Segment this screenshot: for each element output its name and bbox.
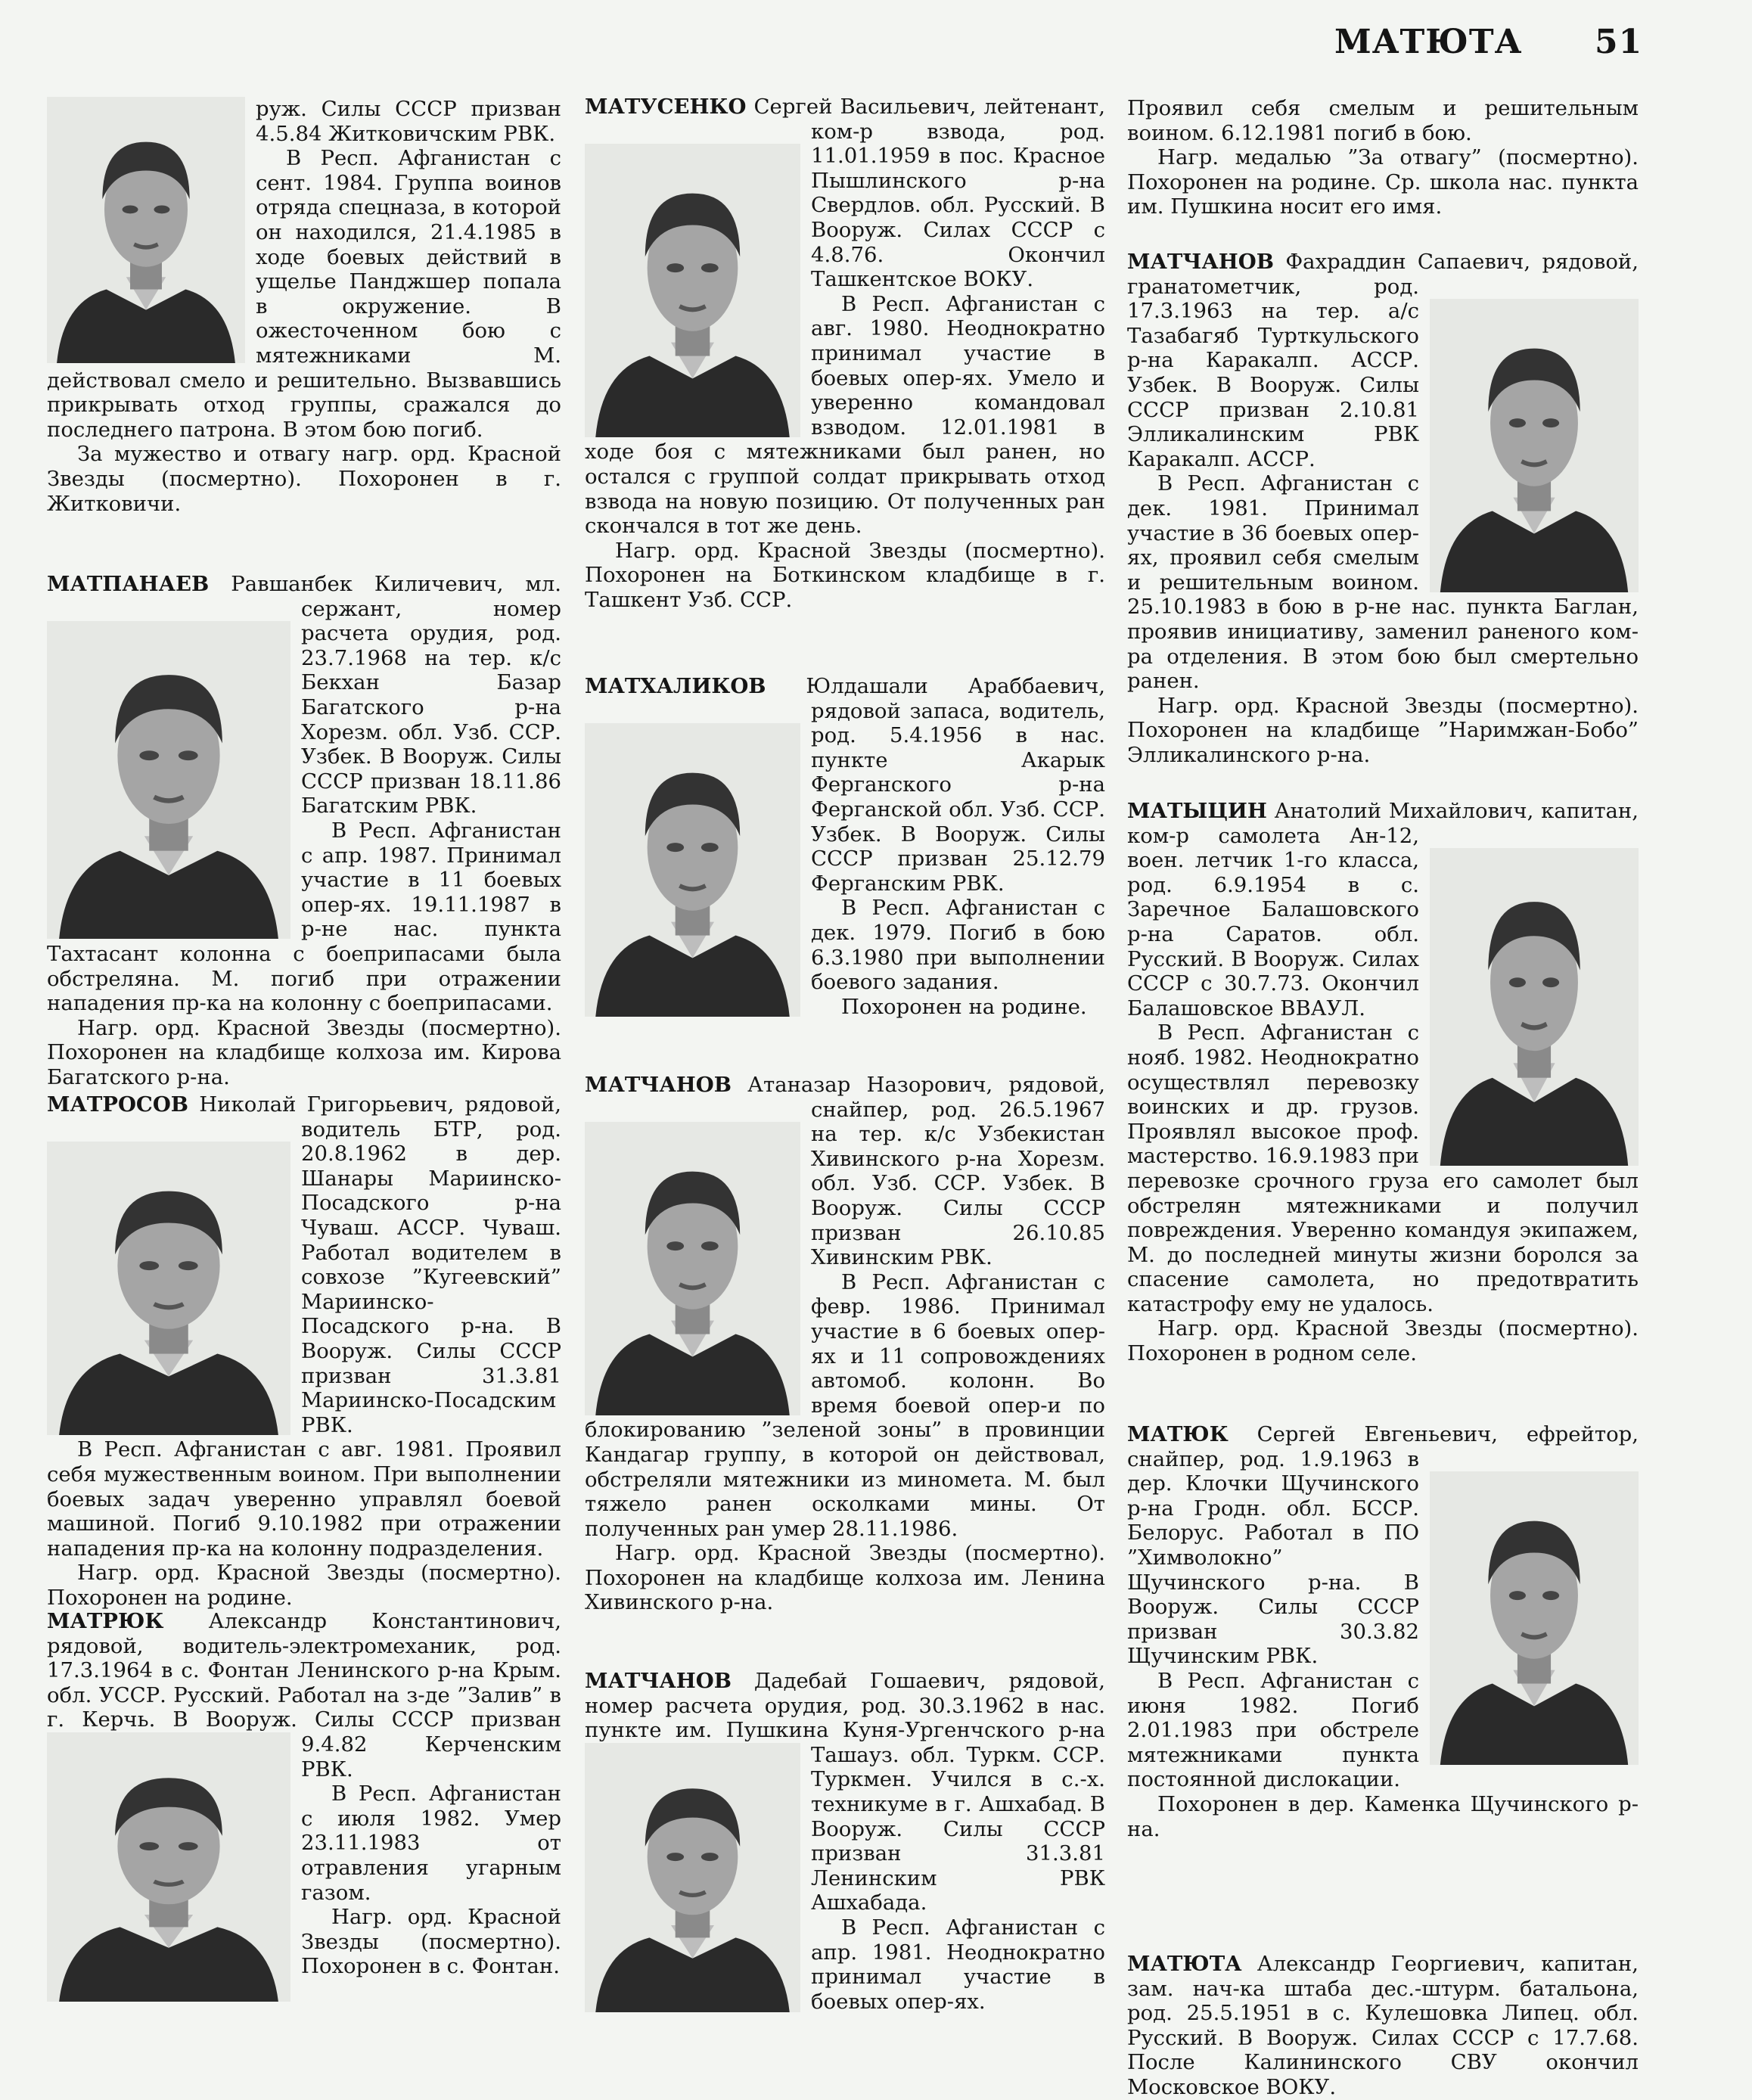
portrait-photo	[585, 1743, 800, 2012]
portrait-image	[585, 144, 800, 437]
portrait-photo	[47, 621, 290, 939]
running-head: МАТЮТА	[1334, 23, 1523, 61]
surname: МАТЧАНОВ	[585, 1073, 732, 1097]
paragraph: В Респ. Афганистан с дек. 1979. Погиб в бою 6.3.1980 при выполнении боевого задания.	[811, 896, 1105, 995]
paragraph: Нагр. орд. Красной Звезды (посмертно). Похоронен на кладбище ”Наримжан-Бобо” Элликалинского р-на.	[1127, 693, 1639, 767]
surname: МАТЧАНОВ	[1127, 250, 1274, 274]
bio-intro: Юлдашали Араббаевич, рядовой запаса, водитель, род. 5.4.1956 в нас. пункте Акарык Ферганского р-на Ферганской обл. Узб. ССР. Узбек. В Вооруж. Силы СССР призван 25.12.79 Ферганским РВК.	[766, 674, 1105, 896]
surname: МАТЮК	[1127, 1422, 1229, 1446]
bio-intro: Атаназар Назорович, рядовой, снайпер, род. 26.5.1967 на тер. к/с Узбекистан Хивинского р-на Хорезм. обл. Узб. ССР. Узбек. В Вооруж. Силы СССР призван 26.10.85 Хивинским РВК.	[732, 1073, 1105, 1270]
surname: МАТХАЛИКОВ	[585, 674, 766, 698]
entry-matrosov	[47, 1092, 561, 1610]
bio-intro: Николай Григорьевич, рядовой, водитель БТР, род. 20.8.1962 в дер. Шанары Мариинско-Посадского р-на Чуваш. АССР. Чуваш. Работал водителем в совхозе ”Кугеевский” Мариинско-Посадского р-на. В Вооруж. Силы СССР призван 31.3.81 Мариинско-Посадским РВК.	[188, 1092, 561, 1437]
paragraph: В Респ. Афганистан с июня 1982. Погиб 2.01.1983 при обстреле мятежниками пункта постоянной дислокации.	[1127, 1668, 1419, 1792]
bio-intro: Александр Георгиевич, капитан, зам. нач-ка штаба дес.-штурм. батальона, род. 25.5.1951 в с. Кулешовка Липец. обл. Русский. В Вооруж. Силах СССР с 17.7.68. После Калининского СВУ окончил Московское ВОКУ.	[1127, 1952, 1639, 2099]
bio-intro: Александр Константинович, рядовой, водитель-электромеханик, род. 17.3.1964 в с. Фонтан Ленинского р-на Крым. обл. УССР. Русский. Работал на з-де ”Залив” в г. Керчь. В Вооруж. Силы СССР призван 9.4.82 Керченским РВК.	[47, 1609, 561, 1782]
entry-matkhalikov	[585, 674, 1105, 1019]
paragraph: Нагр. орд. Красной Звезды (посмертно). Похоронен в с. Фонтан.	[301, 1905, 561, 1979]
surname: МАТРЮК	[47, 1609, 164, 1633]
paragraph: В Респ. Афганистан с июля 1982. Умер 23.11.1983 от отравления угарным газом.	[301, 1782, 561, 1905]
entry-matytsin	[1127, 799, 1639, 1366]
entry-matchanov-fakhraddin	[1127, 250, 1639, 767]
entry-continuation	[1127, 96, 1639, 219]
portrait-image	[47, 1732, 290, 2002]
entry-matyuta	[1127, 1952, 1639, 2100]
portrait-photo	[585, 144, 800, 437]
paragraph: Нагр. орд. Красной Звезды (посмертно). Похоронен на Боткинском кладбище в г. Ташкент Узб. ССР.	[585, 538, 1105, 612]
paragraph: Нагр. орд. Красной Звезды (посмертно). Похоронен на кладбище колхоза им. Ленина Хивинского р-на.	[585, 1541, 1105, 1615]
paragraph: Похоронен в дер. Каменка Щучинского р-на.	[1127, 1791, 1639, 1841]
surname: МАТУСЕНКО	[585, 95, 747, 119]
bio-intro: Фахраддин Сапаевич, рядовой, гранатометчик, род. 17.3.1963 на тер. а/с Тазабагяб Турткульского р-на Каракалп. АССР. Узбек. В Вооруж. Силы СССР призван 2.10.81 Элликалинским РВК Каракалп. АССР.	[1127, 250, 1639, 471]
portrait-photo	[1430, 1471, 1639, 1765]
portrait-image	[47, 97, 245, 363]
portrait-photo	[47, 1732, 290, 2002]
portrait-photo	[585, 723, 800, 1017]
portrait-image	[1430, 299, 1639, 592]
paragraph: В Респ. Афганистан с авг. 1980. Неоднократно принимал участие в боевых опер-ях. Умело и уверенно командовал взводом. 12.01.1981 в ходе боя с мятежниками был ранен, но остался с группой солдат прикрывать отход взвода на новую позицию. От полученных ран скончался в тот же день.	[585, 291, 1105, 539]
column-3	[1127, 0, 1639, 2099]
portrait-image	[1430, 1471, 1639, 1765]
paragraph: руж. Силы СССР призван 4.5.84 Житковичским РВК.	[256, 97, 561, 146]
entry-continuation	[47, 97, 561, 516]
paragraph: В Респ. Афганистан с апр. 1981. Неоднократно принимал участие в боевых опер-ях.	[811, 1915, 1105, 2014]
surname: МАТЫЦИН	[1127, 799, 1267, 823]
bio-intro: Анатолий Михайлович, капитан, ком-р самолета Ан-12, воен. летчик 1-го класса, род. 6.9.1954 в с. Заречное Балашовского р-на Саратов. обл. Русский. В Вооруж. Силах СССР с 30.7.73. Окончил Балашовское ВВАУЛ.	[1127, 799, 1639, 1020]
paragraph: В Респ. Афганистан с нояб. 1982. Неоднократно осуществлял перевозку воинских и др. грузов. Проявлял высокое проф. мастерство. 16.9.1983 при перевозке срочного груза его самолет был обстрелян мятежниками и получил повреждения. Уверенно командуя экипажем, М. до последней минуты жизни боролся за спасение самолета, но предотвратить катастрофу ему не удалось.	[1127, 1020, 1639, 1316]
entry-matchanov-atanazar	[585, 1073, 1105, 1615]
page-number: 51	[1595, 23, 1643, 61]
paragraph: Нагр. медалью ”За отвагу” (посмертно). Похоронен на родине. Ср. школа нас. пункта им. Пушкина носит его имя.	[1127, 145, 1639, 219]
bio-intro: Равшанбек Киличевич, мл. сержант, номер расчета орудия, род. 23.7.1968 на тер. к/с Бекхан Базар Багатского р-на Хорезм. обл. Узб. ССР. Узбек. В Вооруж. Силы СССР призван 18.11.86 Багатским РВК.	[209, 572, 561, 819]
entry-matusenko	[585, 95, 1105, 612]
paragraph: В Респ. Афганистан с авг. 1981. Проявил себя мужественным воином. При выполнении боевых задач уверенно управлял боевой машиной. Погиб 9.10.1982 при отражении нападения пр-ка на колонну подразделения.	[47, 1437, 561, 1561]
column-1	[47, 0, 561, 2092]
portrait-image	[585, 1743, 800, 2012]
portrait-photo	[47, 1142, 290, 1435]
column-2	[585, 0, 1105, 2092]
portrait-photo	[1430, 299, 1639, 592]
paragraph: В Респ. Афганистан с февр. 1986. Принимал участие в 6 боевых опер-ях и 11 сопровождениях автомоб. колонн. Во время боевой опер-и по блокированию ”зеленой зоны” в провинции Кандагар группу, в которой он действовал, обстреляли мятежники из миномета. М. был тяжело ранен осколками мины. От полученных ран умер 28.11.1986.	[585, 1269, 1105, 1541]
portrait-image	[47, 1142, 290, 1435]
paragraph	[1127, 1952, 1639, 2100]
portrait-image	[585, 1122, 800, 1415]
bio-intro: Сергей Васильевич, лейтенант, ком-р взвода, род. 11.01.1959 в пос. Красное Пышлинского р-на Свердлов. обл. Русский. В Вооруж. Силах СССР с 4.8.76. Окончил Ташкентское ВОКУ.	[746, 95, 1105, 292]
paragraph: Нагр. орд. Красной Звезды (посмертно). Похоронен в родном селе.	[1127, 1316, 1639, 1366]
surname: МАТЧАНОВ	[585, 1669, 732, 1693]
entry-matyuk	[1127, 1422, 1639, 1841]
surname: МАТРОСОВ	[47, 1092, 189, 1117]
entry-matchanov-dadebay	[585, 1669, 1105, 2014]
paragraph: За мужество и отвагу нагр. орд. Красной Звезды (посмертно). Похоронен в г. Житковичи.	[47, 442, 561, 516]
entry-matpanaev	[47, 572, 561, 1089]
portrait-photo	[1430, 848, 1639, 1166]
bio-intro: Дадебай Гошаевич, рядовой, номер расчета орудия, род. 30.3.1962 в нас. пункте им. Пушкина Куня-Ургенчского р-на Ташауз. обл. Туркм. ССР. Туркмен. Учился в с.-х. техникуме в г. Ашхабад. В Вооруж. Силы СССР призван 31.3.81 Ленинским РВК Ашхабада.	[585, 1669, 1105, 1915]
entry-matryuk	[47, 1609, 561, 2002]
paragraph: В Респ. Афганистан с апр. 1987. Принимал участие в 11 боевых опер-ях. 19.11.1987 в р-не нас. пункта Тахтасант колонна с боеприпасами была обстреляна. М. погиб при отражении нападения пр-ка на колонну с боеприпасами.	[47, 818, 561, 1016]
portrait-image	[1430, 848, 1639, 1166]
paragraph: В Респ. Афганистан с сент. 1984. Группа воинов отряда спецназа, в которой он находился, 21.4.1985 в ходе боевых действий в ущелье Панджшер попала в окружение. В ожесточенном бою с мятежниками М. действовал смело и решительно. Вызвавшись прикрывать отход группы, сражался до последнего патрона. В этом бою погиб.	[47, 146, 561, 442]
portrait-photo	[47, 97, 245, 363]
bio-intro: Сергей Евгеньевич, ефрейтор, снайпер, род. 1.9.1963 в дер. Клочки Щучинского р-на Гродн. обл. БССР. Белорус. Работал в ПО ”Химволокно” Щучинского р-на. В Вооруж. Силы СССР призван 30.3.82 Щучинским РВК.	[1127, 1422, 1639, 1669]
paragraph: Нагр. орд. Красной Звезды (посмертно). Похоронен на кладбище колхоза им. Кирова Багатского р-на.	[47, 1015, 561, 1089]
portrait-image	[585, 723, 800, 1017]
surname: МАТПАНАЕВ	[47, 572, 210, 596]
surname: МАТЮТА	[1127, 1952, 1242, 1976]
paragraph: Проявил себя смелым и решительным воином. 6.12.1981 погиб в бою.	[1127, 96, 1639, 145]
portrait-photo	[585, 1122, 800, 1415]
portrait-image	[47, 621, 290, 939]
paragraph: Похоронен на родине.	[841, 994, 1087, 1019]
paragraph: Нагр. орд. Красной Звезды (посмертно). Похоронен на родине.	[47, 1561, 561, 1610]
paragraph: В Респ. Афганистан с дек. 1981. Принимал участие в 36 боевых опер-ях, проявил себя смелым и решительным воином. 25.10.1983 в бою в р-не нас. пункта Баглан, проявив инициативу, заменил раненого ком-ра отделения. В этом бою был смертельно ранен.	[1127, 471, 1639, 694]
